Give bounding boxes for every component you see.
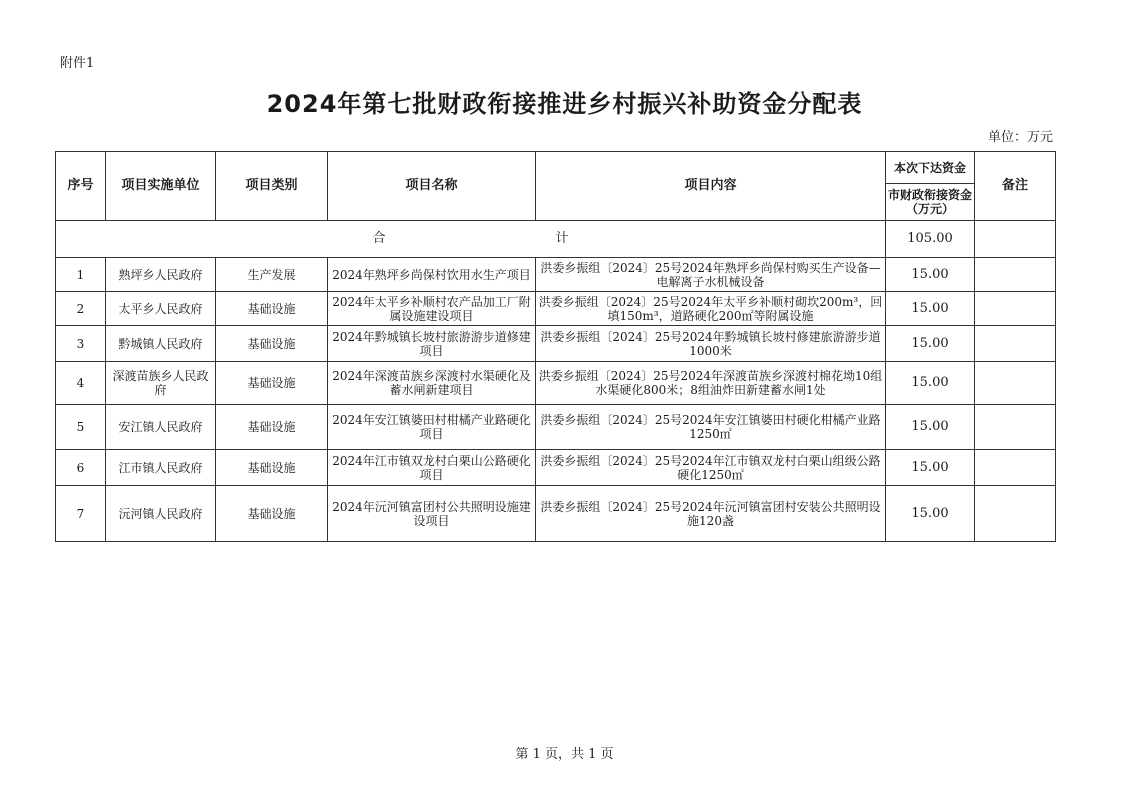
row-remarks: [975, 486, 1056, 542]
row-seq: 3: [56, 326, 106, 362]
attachment-label: 附件1: [60, 56, 95, 71]
row-name: 2024年安江镇婆田村柑橘产业路硬化项目: [328, 405, 536, 450]
row-amount: 15.00: [886, 405, 975, 450]
row-seq: 2: [56, 292, 106, 326]
total-remarks: [975, 221, 1056, 258]
table-row: [56, 486, 1056, 542]
row-amount: 15.00: [886, 486, 975, 542]
row-amount: 15.00: [886, 292, 975, 326]
row-name: 2024年黔城镇长坡村旅游游步道修建项目: [328, 326, 536, 362]
row-category: 基础设施: [216, 292, 328, 326]
row-category: 生产发展: [216, 258, 328, 292]
row-name: 2024年沅河镇富团村公共照明设施建设项目: [328, 486, 536, 542]
row-amount: 15.00: [886, 258, 975, 292]
table-row: [56, 326, 1056, 362]
row-category: 基础设施: [216, 362, 328, 405]
total-amount: 105.00: [886, 221, 975, 258]
total-label-left: 合: [372, 231, 386, 246]
row-unit: 江市镇人民政府: [106, 450, 216, 486]
row-name: 2024年深渡苗族乡深渡村水渠硬化及蓄水闸新建项目: [328, 362, 536, 405]
row-remarks: [975, 326, 1056, 362]
allocation-table: [55, 151, 1056, 542]
row-content: 洪委乡振组〔2024〕25号2024年太平乡补顺村砌坎200m³，回填150m³，道路硬化200㎡等附属设施: [536, 292, 886, 326]
row-unit: 深渡苗族乡人民政府: [106, 362, 216, 405]
row-seq: 5: [56, 405, 106, 450]
header-name: 项目名称: [328, 152, 536, 221]
table-row: [56, 292, 1056, 326]
header-funds-group: 本次下达资金: [886, 152, 975, 184]
page-footer: 第 1 页，共 1 页: [515, 747, 614, 762]
table-row: [56, 362, 1056, 405]
row-remarks: [975, 362, 1056, 405]
row-category: 基础设施: [216, 486, 328, 542]
row-amount: 15.00: [886, 326, 975, 362]
total-label: [56, 221, 886, 258]
row-remarks: [975, 450, 1056, 486]
header-seq: 序号: [56, 152, 106, 221]
row-name: 2024年熟坪乡尚保村饮用水生产项目: [328, 258, 536, 292]
total-row: [56, 221, 1056, 258]
row-name: 2024年太平乡补顺村农产品加工厂附属设施建设项目: [328, 292, 536, 326]
header-category: 项目类别: [216, 152, 328, 221]
row-seq: 6: [56, 450, 106, 486]
table-row: [56, 405, 1056, 450]
row-remarks: [975, 258, 1056, 292]
row-seq: 4: [56, 362, 106, 405]
header-funds-sub: 市财政衔接资金（万元）: [886, 184, 975, 221]
header-remarks: 备注: [975, 152, 1056, 221]
table-row: [56, 258, 1056, 292]
row-unit: 沅河镇人民政府: [106, 486, 216, 542]
table-row: [56, 450, 1056, 486]
unit-label: 单位：万元: [987, 130, 1053, 145]
row-content: 洪委乡振组〔2024〕25号2024年沅河镇富团村安装公共照明设施120盏: [536, 486, 886, 542]
row-category: 基础设施: [216, 326, 328, 362]
row-unit: 熟坪乡人民政府: [106, 258, 216, 292]
row-content: 洪委乡振组〔2024〕25号2024年熟坪乡尚保村购买生产设备—电解离子水机械设备: [536, 258, 886, 292]
row-content: 洪委乡振组〔2024〕25号2024年黔城镇长坡村修建旅游游步道1000米: [536, 326, 886, 362]
header-content: 项目内容: [536, 152, 886, 221]
document-title: 2024年第七批财政衔接推进乡村振兴补助资金分配表: [266, 90, 863, 118]
row-content: 洪委乡振组〔2024〕25号2024年安江镇婆田村硬化柑橘产业路1250㎡: [536, 405, 886, 450]
row-remarks: [975, 405, 1056, 450]
row-unit: 黔城镇人民政府: [106, 326, 216, 362]
total-label-right: 计: [555, 231, 569, 246]
row-unit: 安江镇人民政府: [106, 405, 216, 450]
row-seq: 7: [56, 486, 106, 542]
row-unit: 太平乡人民政府: [106, 292, 216, 326]
row-amount: 15.00: [886, 362, 975, 405]
row-name: 2024年江市镇双龙村白栗山公路硬化项目: [328, 450, 536, 486]
row-remarks: [975, 292, 1056, 326]
row-content: 洪委乡振组〔2024〕25号2024年深渡苗族乡深渡村棉花坳10组水渠硬化800米；8组油炸田新建蓄水闸1处: [536, 362, 886, 405]
row-category: 基础设施: [216, 450, 328, 486]
row-seq: 1: [56, 258, 106, 292]
header-unit: 项目实施单位: [106, 152, 216, 221]
row-category: 基础设施: [216, 405, 328, 450]
row-content: 洪委乡振组〔2024〕25号2024年江市镇双龙村白栗山组级公路硬化1250㎡: [536, 450, 886, 486]
row-amount: 15.00: [886, 450, 975, 486]
